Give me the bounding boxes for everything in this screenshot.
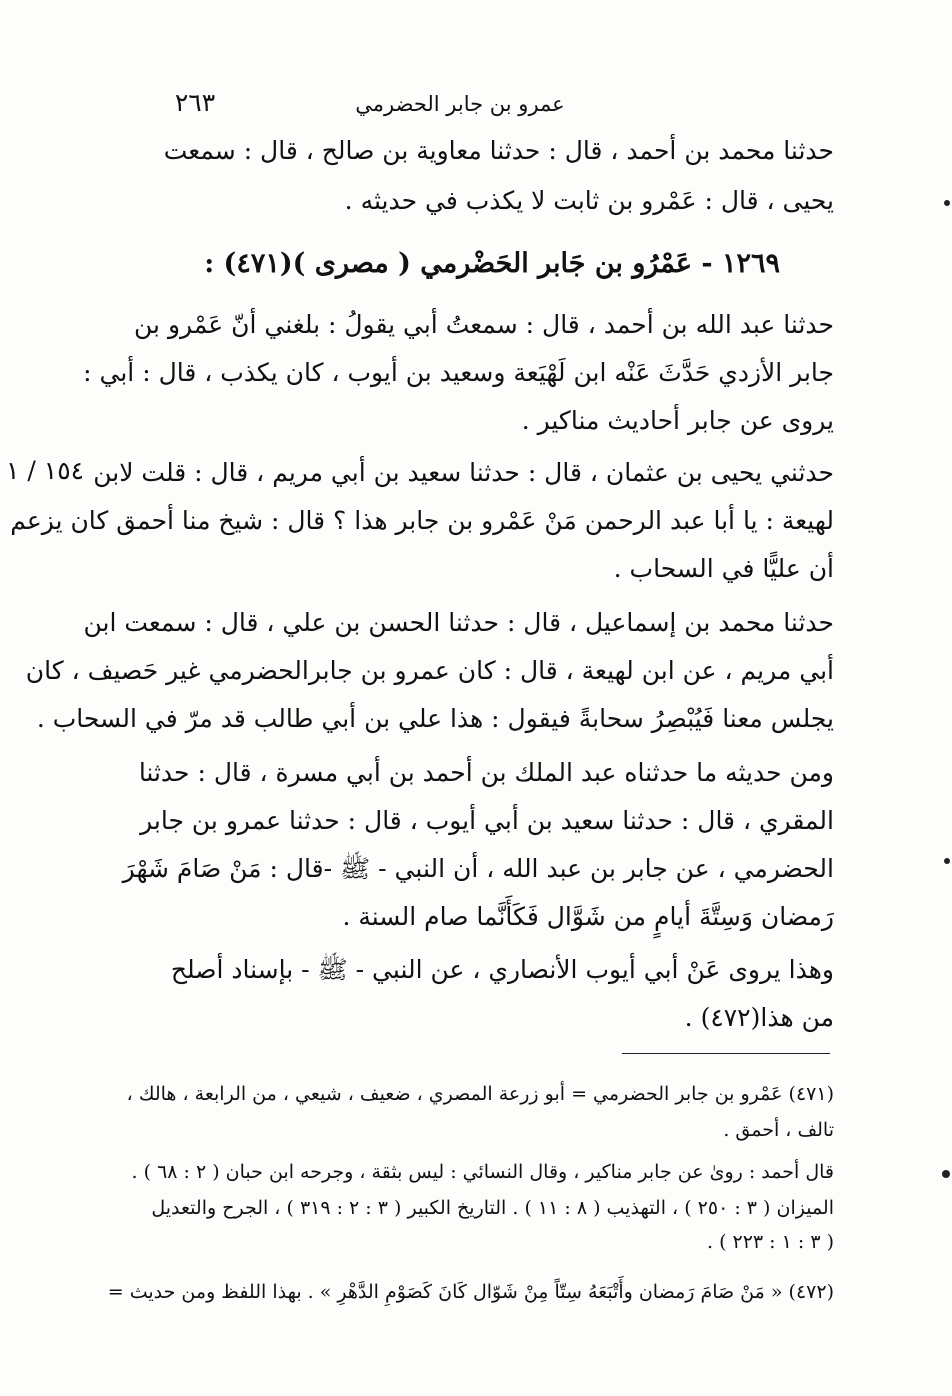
text-line: يروى عن جابر أحاديث مناكير . [521,406,834,435]
text-line: لهيعة : يا أبا عبد الرحمن مَنْ عَمْرو بن جابر هذا ؟ قال : شيخ منا أحمق كان يزعم [10,506,834,535]
footnote-471-continued [124,1158,834,1256]
page-mark [944,200,950,206]
paragraph-5 [134,953,834,1035]
entry-heading: ١٢٦٩ - عَمْرُو بن جَابر الحَضْرمي ( مصرى )(٤٧١) : [204,248,780,279]
text-line: حدثنا عبد الله بن أحمد ، قال : سمعتُ أبي يقولُ : بلغني أنّ عَمْرو بن [134,310,834,339]
footnote-line: ( ٣ : ١ : ٢٢٣ ) . [706,1231,834,1253]
text-line: جابر الأزدي حَدَّثَ عَنْه ابن لَهْيَعة وسعيد بن أيوب ، كان يكذب ، قال : أبي : [83,358,834,387]
text-line: يحيى ، قال : عَمْرو بن ثابت لا يكذب في حديثه . [344,186,834,215]
text-line: أن عليًّا في السحاب . [613,554,834,583]
paragraph-1 [83,308,834,438]
paragraph-3 [25,606,834,736]
text-line: حدثنا محمد بن إسماعيل ، قال : حدثنا الحسن بن علي ، قال : سمعت ابن [83,608,834,637]
text-line: رَمضان وَسِتَّةَ أيامٍ من شَوَّال فَكَأَنَّما صام السنة . [342,902,834,931]
footnote-472 [107,1278,834,1306]
text-line: من هذا(٤٧٢) . [684,1003,834,1032]
footnote-471 [124,1080,834,1144]
intro-paragraph [134,134,834,218]
footnote-line: (٤٧١) عَمْرو بن جابر الحضرمي = أبو زرعة المصري ، ضعيف ، شيعي ، من الرابعة ، هالك ، [126,1083,834,1105]
page-mark [942,1170,950,1178]
text-line: يجلس معنا فَيُبْصِرُ سحابةً فيقول : هذا علي بن أبي طالب قد مرّ في السحاب . [36,704,834,733]
page-mark [944,858,950,864]
text-line: الحضرمي ، عن جابر بن عبد الله ، أن النبي - ﷺ -قال : مَنْ صَامَ شَهْرَ [122,854,834,883]
footnote-separator [622,1053,830,1054]
text-line: المقري ، قال : حدثنا سعيد بن أبي أيوب ، قال : حدثنا عمرو بن جابر [140,806,834,835]
margin-reference: ١٥٤ / ١ [6,456,85,485]
page-number: ٢٦٣ [174,88,216,117]
footnote-line: الميزان ( ٣ : ٢٥٠ ) ، التهذيب ( ٨ : ١١ ) . التاريخ الكبير ( ٣ : ٢ : ٣١٩ ) ، الجرح والتعديل [151,1197,834,1219]
text-line: ومن حديثه ما حدثناه عبد الملك بن أحمد بن أبي مسرة ، قال : حدثنا [138,758,834,787]
footnote-line: قال أحمد : روىٰ عن جابر مناكير ، وقال النسائي : ليس بثقة ، وجرحه ابن حبان ( ٢ : ٦٨ ) . [131,1161,834,1183]
footnote-line: تالف ، أحمق . [723,1119,834,1141]
text-line: وهذا يروى عَنْ أبي أيوب الأنصاري ، عن النبي - ﷺ - بإسناد أصلح [170,955,834,984]
text-line: حدثني يحيى بن عثمان ، قال : حدثنا سعيد بن أبي مريم ، قال : قلت لابن [93,458,834,487]
text-line: حدثنا محمد بن أحمد ، قال : حدثنا معاوية بن صالح ، قال : سمعت [163,136,834,165]
paragraph-4 [122,756,834,934]
text-line: أبي مريم ، عن ابن لهيعة ، قال : كان عمرو بن جابرالحضرمي غير حَصيف ، كان [25,656,834,685]
running-title: عمرو بن جابر الحضرمي [355,92,565,116]
footnote-line: (٤٧٢) « مَنْ صَامَ رَمضان وأَتْبَعَهُ سِتّاً مِنْ شَوّال كَانَ كَصَوْمِ الدَّهْرِ » . بهذا اللفظ ومن حديث = [107,1281,834,1303]
